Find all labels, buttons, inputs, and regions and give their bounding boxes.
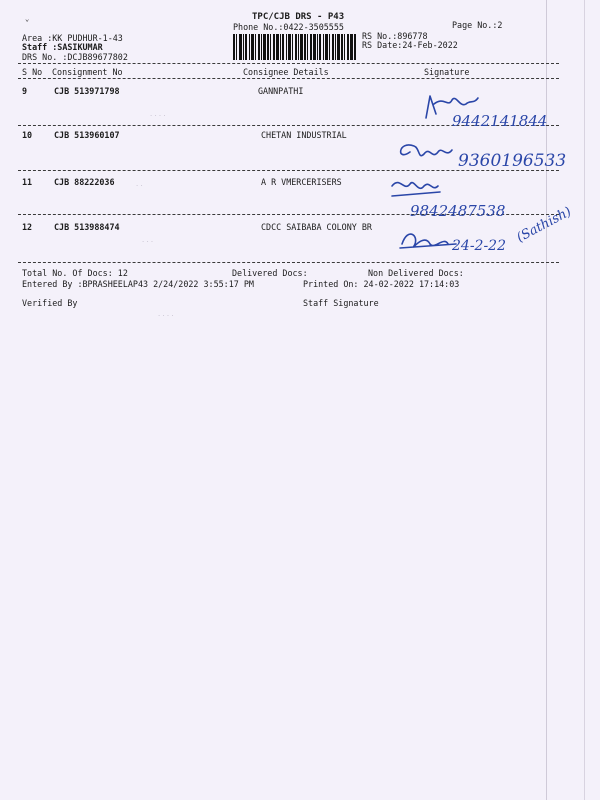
column-consignment: Consignment No — [52, 67, 123, 77]
row-consignee: GANNPATHI — [258, 86, 304, 96]
handwritten-phone: 9842487538 — [410, 202, 506, 220]
verified-by: Verified By — [22, 298, 78, 308]
drs-number: DRS No. :DCJB89677802 — [22, 52, 128, 62]
total-docs: Total No. Of Docs: 12 — [22, 268, 128, 278]
row-consignee: CDCC SAIBABA COLONY BR — [261, 222, 372, 232]
document-title: TPC/CJB DRS - P43 — [252, 12, 345, 22]
rs-date: RS Date:24-Feb-2022 — [362, 40, 458, 50]
small-mark: ⌄ — [25, 15, 30, 23]
row-consignee: CHETAN INDUSTRIAL — [261, 130, 347, 140]
handwritten-date: 24-2-22 — [452, 238, 506, 254]
row-sno: 11 — [22, 177, 33, 187]
printed-on: Printed On: 24-02-2022 17:14:03 — [303, 279, 460, 289]
row-consignment: CJB 88222036 — [54, 177, 115, 187]
non-delivered-docs: Non Delivered Docs: — [368, 268, 464, 278]
handwritten-phone: 9442141844 — [452, 112, 548, 130]
row-sno: 9 — [22, 86, 28, 96]
row-consignee: A R VMERCERISERS — [261, 177, 342, 187]
row-consignment: CJB 513971798 — [54, 86, 120, 96]
page-number: Page No.:2 — [452, 20, 503, 30]
phone-number: Phone No.:0422-3505555 — [233, 22, 344, 32]
staff-signature: Staff Signature — [303, 298, 379, 308]
column-signature: Signature — [424, 67, 470, 77]
signature-scribble — [392, 183, 440, 196]
row-sno: 12 — [22, 222, 33, 232]
entered-by: Entered By :BPRASHEELAP43 2/24/2022 3:55:17 PM — [22, 279, 254, 289]
column-sno: S No — [22, 67, 43, 77]
column-consignee: Consignee Details — [243, 67, 329, 77]
staff-label: Staff :SASIKUMAR — [22, 42, 103, 52]
rs-number: RS No.:896778 — [362, 31, 428, 41]
faint-stamp-mark: · · · · — [158, 312, 174, 320]
row-consignment: CJB 513960107 — [54, 130, 120, 140]
handwritten-phone: 9360196533 — [458, 151, 567, 171]
area-label: Area :KK PUDHUR-1-43 — [22, 33, 123, 43]
handwritten-name: (Sathish) — [514, 204, 575, 246]
signature-scribble — [401, 145, 452, 156]
faint-stamp-mark: · · — [136, 182, 143, 190]
delivered-docs: Delivered Docs: — [232, 268, 308, 278]
faint-stamp-mark: · · · — [142, 238, 154, 246]
signature-scribble — [400, 234, 456, 248]
row-sno: 10 — [22, 130, 33, 140]
row-consignment: CJB 513988474 — [54, 222, 120, 232]
faint-stamp-mark: · · · · — [150, 112, 166, 120]
handwritten-signatures — [0, 0, 600, 270]
